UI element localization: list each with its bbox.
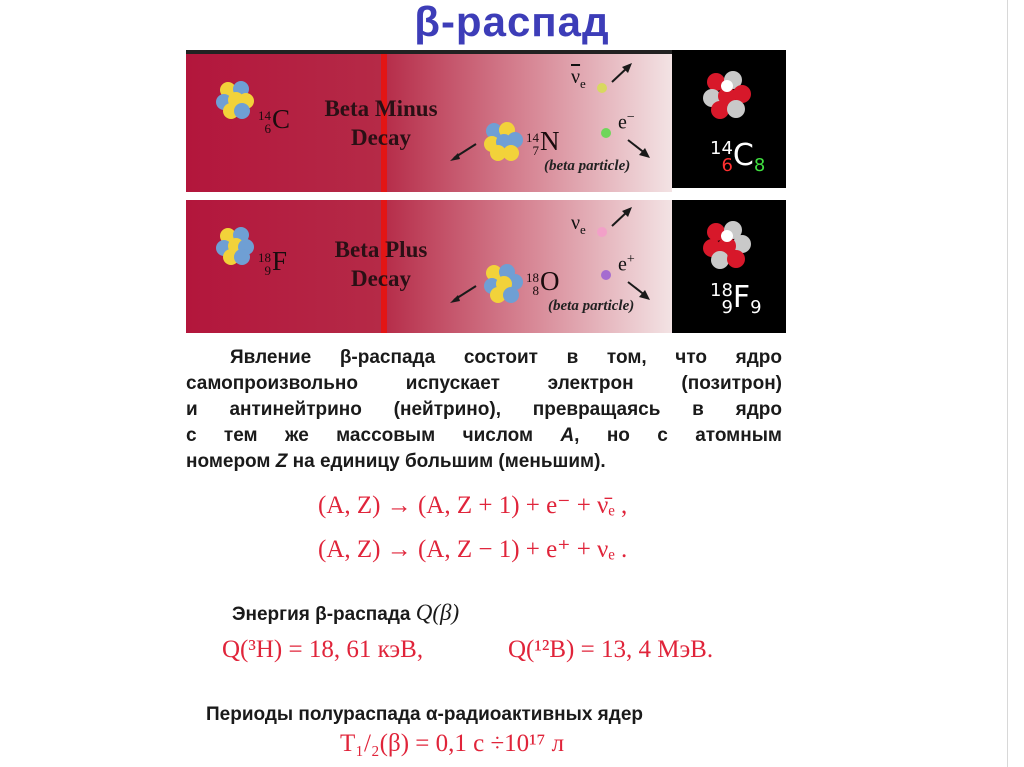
positron-symbol: e+ [618, 252, 635, 276]
beta-plus-label: Beta Plus Decay [334, 237, 428, 291]
description-line-5: номером Z на единицу большим (меньшим). [186, 451, 606, 472]
electron-arrow-icon [626, 138, 652, 160]
beta-minus-formula: (A, Z) → (A, Z + 1) + e⁻ + ν̄ₑ , [318, 492, 628, 519]
nitrogen-nucleus-icon [482, 120, 524, 162]
halflife-formula: T₁/₂(β) = 0,1 с ÷10¹⁷ л [340, 730, 565, 757]
recoil-arrow-icon [448, 140, 478, 164]
parent-isotope: 18 9F [258, 246, 288, 278]
carbon-nucleus-icon [214, 78, 256, 120]
beta-particle-note: (beta particle) [548, 298, 635, 314]
fluorine-molecule-box [672, 200, 786, 333]
description-line-3: и антинейтрино (нейтрино), превращаясь в ядро [186, 399, 782, 420]
carbon-nucleus-model-icon [700, 68, 754, 122]
beta-particle-note: (beta particle) [544, 158, 631, 174]
carbon-molecule-box [672, 50, 786, 188]
neutrino-dot [597, 227, 607, 237]
antineutrino-symbol: $\overline{\nu}_e$ [571, 66, 586, 91]
parent-isotope: 14 6C [258, 104, 291, 136]
oxygen-nucleus-icon [482, 262, 524, 304]
description-line-1: Явление β-распада состоит в том, что ядро [230, 347, 782, 368]
antineutrino-arrow-icon [610, 62, 634, 84]
energy-label: Энергия β-распада Q(β) [232, 600, 460, 625]
neutrino-symbol: $\nu_e$ [571, 212, 586, 237]
recoil-arrow-icon [448, 282, 478, 306]
daughter-isotope: 18 8O [526, 266, 560, 298]
electron-dot [601, 128, 611, 138]
electron-symbol: e− [618, 110, 635, 134]
energy-example-tritium: Q(³H) = 18, 61 кэВ, [222, 636, 424, 663]
description-line-4: с тем же массовым числом A, но с атомным [186, 425, 782, 446]
antineutrino-dot [597, 83, 607, 93]
fluorine-nucleus-icon [214, 224, 256, 266]
beta-plus-panel [186, 200, 672, 333]
beta-decay-description [186, 345, 782, 475]
fluorine-box-label: 18 $9F_9$ [710, 279, 762, 318]
halflife-label: Периоды полураспада α-радиоактивных ядер [206, 704, 643, 725]
positron-dot [601, 270, 611, 280]
beta-minus-label: Beta Minus Decay [324, 96, 438, 150]
beta-minus-panel [186, 50, 672, 192]
neutrino-arrow-icon [610, 206, 634, 228]
fluorine-nucleus-model-icon [700, 218, 754, 272]
beta-plus-formula: (A, Z) → (A, Z − 1) + e⁺ + νₑ . [318, 536, 628, 563]
description-line-2: самопроизвольно испускает электрон (позитрон) [186, 373, 782, 394]
title-beta-symbol: β [414, 0, 441, 45]
daughter-isotope: 14 7N [526, 126, 560, 158]
carbon-box-label: 14 $6C_8$ [710, 137, 766, 176]
title-text: -распад [440, 0, 610, 45]
energy-example-boron: Q(¹²B) = 13, 4 МэВ. [508, 636, 714, 663]
slide-title [0, 0, 1024, 46]
